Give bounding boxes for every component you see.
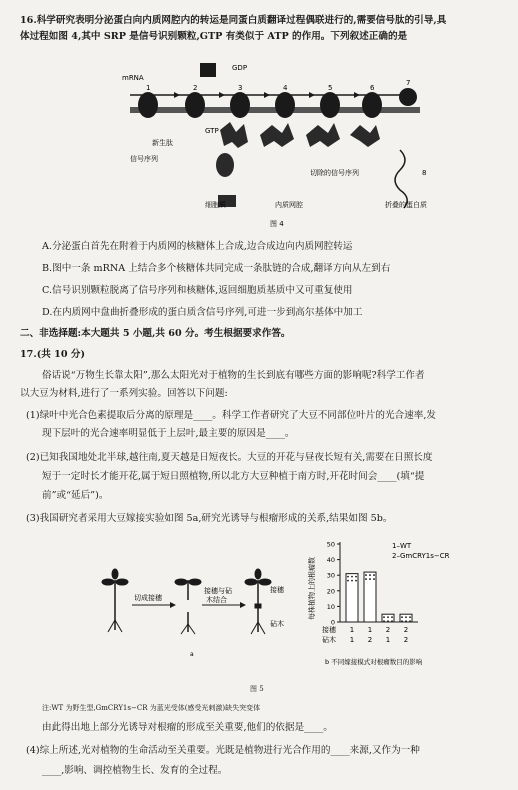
data-dot [373, 578, 375, 580]
cleaved-signal-label: 切除的信号序列 [310, 169, 359, 177]
cut-scion-label: 切成接穗 [134, 594, 162, 602]
data-dot [347, 576, 349, 578]
data-dot [365, 578, 367, 580]
data-dot [405, 616, 407, 618]
data-dot [355, 580, 357, 582]
ribosomes [138, 88, 417, 118]
data-dot [373, 574, 375, 576]
data-dot [369, 574, 371, 576]
data-dot [383, 616, 385, 618]
q17-part2-line2: 短于一定时长才能开花,属于短日照植物,所以北方大豆种植于南方时,开花时间会____(填“提 [42, 471, 425, 482]
q17-note: 注:WT 为野生型,GmCRY1s−CR 为蓝光受体(感受光刺激)缺失突变体 [42, 704, 261, 712]
q17-intro-line1: 俗话说“万物生长靠太阳”,那么太阳光对于植物的生长到底有哪些方面的影响呢?科学工作者 [42, 370, 425, 381]
x-label-rootstock: 1 [385, 636, 391, 644]
x-label-rootstock: 2 [367, 636, 373, 644]
graft-label-1: 接穗与砧 [204, 587, 232, 595]
grafted-plant-icon [245, 569, 271, 634]
y-tick-label: 40 [326, 556, 335, 565]
y-tick-label: 20 [326, 587, 335, 596]
q17-part1-line1: (1)绿叶中光合色素提取后分离的原理是____。科学工作者研究了大豆不同部位叶片的光合速率,发 [26, 410, 436, 421]
graft-label-2: 木结合 [206, 596, 227, 604]
data-dot [355, 576, 357, 578]
x-label-scion: 1 [367, 626, 373, 634]
signal-sequence-label: 信号序列 [130, 155, 158, 163]
arrow-graft-head [240, 602, 246, 608]
arrow-cut-head [170, 602, 176, 608]
x-label-rootstock: 2 [403, 636, 409, 644]
num-5: 5 [328, 84, 333, 92]
q17-part2-line1: (2)已知我国地处北半球,越往南,夏天越是日短夜长。大豆的开花与昼夜长短有关,需要在日照长度 [26, 452, 433, 463]
data-dot [401, 616, 403, 618]
gtp-label: GTP [205, 127, 219, 135]
y-tick-label: 0 [330, 618, 335, 627]
data-dot [387, 616, 389, 618]
figure-5b-chart [300, 530, 510, 675]
q16-stem-line1: 16.科学研究表明分泌蛋白向内质网腔内的转运是同蛋白质翻译过程偶联进行的,需要信号肽的引导,具 [20, 15, 447, 26]
rootstock-label: 砧木 [270, 620, 284, 628]
figure-4 [110, 55, 440, 230]
data-dot [387, 620, 389, 622]
y-tick-label: 50 [326, 540, 335, 549]
q17-part1-line2: 现下层叶的光合速率明显低于上层叶,最主要的原因是____。 [42, 428, 295, 439]
x-label-rootstock: 1 [349, 636, 355, 644]
x-label-scion: 2 [403, 626, 409, 634]
figure-5a [100, 560, 290, 660]
nascent-peptide-label: 新生肽 [152, 139, 173, 147]
cytoplasm-label: 细胞质 [205, 201, 226, 209]
q17-part3-question: 由此得出地上部分光诱导对根瘤的形成至关重要,他们的依据是____。 [42, 722, 333, 733]
q17-part4-line2: ____,影响、调控植物生长、发育的全过程。 [42, 765, 228, 776]
section-2-header: 二、非选择题:本大题共 5 小题,共 60 分。考生根据要求作答。 [20, 328, 291, 339]
y-tick-label: 10 [326, 602, 335, 611]
num-4: 4 [283, 84, 288, 92]
data-dot [369, 578, 371, 580]
num-7: 7 [406, 79, 411, 87]
q16-option-a: A.分泌蛋白首先在附着于内质网的核糖体上合成,边合成边向内质网腔转运 [42, 241, 353, 252]
legend-item-2: 2–GmCRY1s−CR [392, 552, 450, 560]
q16-option-d: D.在内质网中盘曲折叠形成的蛋白质含信号序列,可进一步到高尔基体中加工 [42, 307, 363, 318]
chart-subcaption: b 不同嫁接模式对根瘤数目的影响 [325, 658, 423, 666]
mrna-label: mRNA [122, 74, 144, 82]
num-8: 8 [422, 169, 427, 177]
figure-5-caption: 图 5 [250, 685, 264, 693]
q17-intro-line2: 以大豆为材料,进行了一系列实验。回答以下问题: [20, 388, 228, 399]
er-lumen-label: 内质网腔 [275, 201, 303, 209]
data-dot [351, 580, 353, 582]
y-tick-label: 30 [326, 571, 335, 580]
q17-part3-line1: (3)我国研究者采用大豆嫁接实验如图 5a,研究光诱导与根瘤形成的关系,结果如图 5b。 [26, 513, 393, 524]
folded-protein-coil [395, 150, 407, 208]
x-label-scion: 1 [349, 626, 355, 634]
q16-option-b: B.图中一条 mRNA 上结合多个核糖体共同完成一条肽链的合成,翻译方向从左到右 [42, 263, 391, 274]
num-2: 2 [193, 84, 198, 92]
er-lumen-proteins [216, 122, 380, 207]
figure-4-caption: 图 4 [270, 220, 284, 228]
folded-protein-label: 折叠的蛋白质 [385, 201, 427, 209]
legend-item-1: 1–WT [392, 542, 412, 550]
data-dot [383, 620, 385, 622]
data-dot [391, 620, 393, 622]
data-dot [347, 580, 349, 582]
q17-part4-line1: (4)综上所述,光对植物的生命活动至关重要。光既是植物进行光合作用的____来源,又作为一种 [26, 745, 420, 756]
data-dot [391, 616, 393, 618]
data-dot [409, 616, 411, 618]
data-dot [409, 620, 411, 622]
data-dot [405, 620, 407, 622]
q16-stem-line2: 体过程如图 4,其中 SRP 是信号识别颗粒,GTP 有类似于 ATP 的作用。下列叙述正确的是 [20, 31, 408, 42]
num-6: 6 [370, 84, 375, 92]
q16-option-c: C.信号识别颗粒脱离了信号序列和核糖体,返回细胞质基质中又可重复使用 [42, 285, 353, 296]
x-row-label-rootstock: 砧木 [322, 636, 336, 644]
q17-part2-line3: 前”或“延后”)。 [42, 490, 109, 501]
gdp-label: GDP [232, 64, 248, 72]
x-row-label-scion: 接穗 [322, 626, 336, 634]
num-3: 3 [238, 84, 243, 92]
scion-label: 接穗 [270, 586, 284, 594]
q17-header: 17.(共 10 分) [20, 349, 85, 360]
fig5a-sub: a [190, 651, 194, 658]
data-dot [365, 574, 367, 576]
whole-plant-icon [102, 569, 128, 632]
data-dot [401, 620, 403, 622]
num-1: 1 [146, 84, 151, 92]
x-label-scion: 2 [385, 626, 391, 634]
separate-scion-rootstock-icon [175, 579, 201, 634]
srp-particle [200, 63, 216, 77]
chart-ylabel: 每株植物上的根瘤数 [308, 557, 316, 620]
data-dot [351, 576, 353, 578]
